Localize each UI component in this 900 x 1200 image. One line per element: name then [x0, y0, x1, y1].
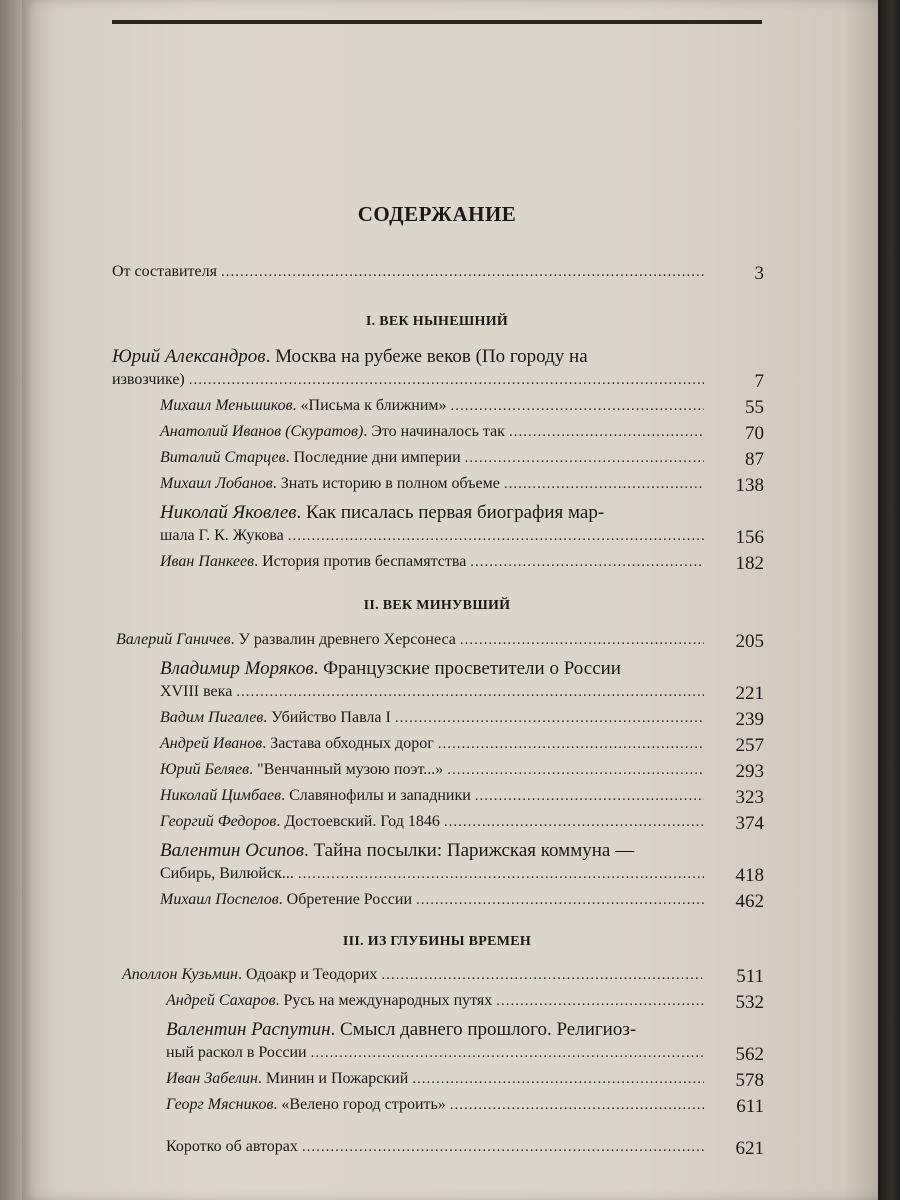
- toc-entry-title-continued: извозчике): [112, 371, 185, 388]
- top-rule: [112, 20, 762, 24]
- leader-dots: [444, 814, 704, 831]
- toc-entry-title: Коротко об авторах: [166, 1138, 298, 1155]
- toc-entry-title: . Достоевский. Год 1846: [276, 813, 440, 830]
- toc-row: [160, 475, 708, 493]
- toc-page-number: 621: [735, 1138, 764, 1159]
- toc-entry-title-continued: шала Г. К. Жукова: [160, 527, 284, 544]
- toc-row: [160, 735, 708, 753]
- toc-entry-author: Анатолий Иванов (Скуратов): [160, 423, 364, 440]
- toc-entry-title: . «Письма к ближним»: [292, 397, 447, 414]
- leader-dots: [302, 1139, 704, 1156]
- toc-entry-author: Андрей Иванов: [160, 735, 263, 752]
- toc-row: [166, 1044, 708, 1062]
- toc-page-number: 257: [735, 735, 764, 756]
- toc-entry-title: . Как писалась первая биография мар-: [296, 502, 605, 523]
- leader-dots: [221, 264, 704, 281]
- toc-entry-title: . Одоакр и Теодорих: [237, 966, 378, 983]
- leader-dots: [395, 710, 704, 727]
- toc-entry-title: . Убийство Павла I: [263, 709, 391, 726]
- toc-entry-line: [112, 345, 588, 369]
- toc-row: [166, 1096, 708, 1114]
- page-title: СОДЕРЖАНИЕ: [357, 202, 517, 226]
- leader-dots: [470, 554, 704, 571]
- toc-row: [160, 891, 708, 909]
- toc-entry-line: [166, 1018, 636, 1042]
- toc-entry-author: Георгий Федоров: [160, 813, 277, 830]
- toc-row: [116, 631, 708, 649]
- toc-entry-title: . У развалин древнего Херсонеса: [230, 631, 456, 648]
- toc-page-number: 239: [735, 709, 764, 730]
- leader-dots: [465, 450, 704, 467]
- toc-page-number: 182: [735, 553, 764, 574]
- toc-entry-line: [160, 501, 604, 525]
- leader-dots: [496, 993, 704, 1010]
- toc-entry-author: Михаил Поспелов: [160, 891, 279, 908]
- toc-page-number: 156: [735, 527, 764, 548]
- toc-row: [166, 1070, 708, 1088]
- toc-entry-line: [160, 657, 621, 681]
- toc-page-number: 293: [735, 761, 764, 782]
- section-heading: I. ВЕК НЫНЕШНИЙ: [365, 314, 509, 329]
- leader-dots: [412, 1071, 704, 1088]
- toc-row: [160, 397, 708, 415]
- toc-page-number: 70: [745, 423, 764, 444]
- toc-entry-author: Михаил Лобанов: [160, 475, 273, 492]
- toc-row: [112, 371, 708, 389]
- toc-entry-author: Иван Забелин: [166, 1070, 258, 1087]
- toc-entry-author: Вадим Пигалев: [160, 709, 264, 726]
- toc-entry-title: . Обретение России: [278, 891, 413, 908]
- section-heading: III. ИЗ ГЛУБИНЫ ВРЕМЕН: [342, 934, 532, 949]
- toc-entry-author: Георг Мясников: [166, 1096, 274, 1113]
- toc-page-number: 138: [735, 475, 764, 496]
- toc-entry-title: . Застава обходных дорог: [262, 735, 434, 752]
- leader-dots: [311, 1045, 704, 1062]
- toc-entry-title: . Последние дни империи: [285, 449, 461, 466]
- toc-entry-title-continued: ный раскол в России: [166, 1044, 307, 1061]
- toc-entry-author: Аполлон Кузьмин: [122, 966, 238, 983]
- leader-dots: [381, 967, 704, 984]
- toc-entry-title: . Славянофилы и западники: [281, 787, 471, 804]
- toc-row-intro: [112, 263, 708, 281]
- leader-dots: [189, 372, 704, 389]
- toc-page-number: 87: [745, 449, 764, 470]
- toc-row: [122, 966, 708, 984]
- toc-row: [160, 527, 708, 545]
- toc-entry-author: Иван Панкеев: [160, 553, 255, 570]
- toc-row: [160, 709, 708, 727]
- toc-entry-title-continued: Сибирь, Вилюйск...: [160, 865, 294, 882]
- toc-page-number: 7: [754, 371, 764, 392]
- toc-page-number: 511: [736, 966, 764, 987]
- toc-row-outro: [166, 1138, 708, 1156]
- toc-entry-title-continued: XVIII века: [160, 683, 233, 700]
- toc-entry-title: . Минин и Пожарский: [257, 1070, 409, 1087]
- toc-page-number: 611: [736, 1096, 764, 1117]
- toc-entry-title: . История против беспамятства: [254, 553, 467, 570]
- toc-page-number: 418: [735, 865, 764, 886]
- leader-dots: [450, 1097, 704, 1114]
- leader-dots: [298, 866, 704, 883]
- toc-page-number: 374: [735, 813, 764, 834]
- toc-row: [160, 683, 708, 701]
- toc-page-number: 323: [735, 787, 764, 808]
- toc-row: [160, 423, 708, 441]
- toc-page-number: 3: [754, 263, 764, 284]
- toc-row: [160, 787, 708, 805]
- toc-row: [160, 449, 708, 467]
- toc-row: [160, 761, 708, 779]
- toc-entry-title: . «Велено город строить»: [273, 1096, 446, 1113]
- toc-page-number: 221: [735, 683, 764, 704]
- toc-entry-author: Юрий Александров: [112, 346, 266, 367]
- toc-page-number: 562: [735, 1044, 764, 1065]
- toc-page-number: 532: [735, 992, 764, 1013]
- toc-entry-title: . "Венчанный музою поэт...»: [249, 761, 444, 778]
- toc-page-number: 205: [735, 631, 764, 652]
- toc-page-number: 462: [735, 891, 764, 912]
- leader-dots: [475, 788, 704, 805]
- toc-row: [166, 992, 708, 1010]
- leader-dots: [509, 424, 704, 441]
- toc-row: [160, 865, 708, 883]
- toc-entry-author: Валерий Ганичев: [116, 631, 231, 648]
- toc-entry-title: . Русь на международных путях: [275, 992, 493, 1009]
- toc-entry-author: Владимир Моряков: [160, 658, 314, 679]
- leader-dots: [288, 528, 704, 545]
- toc-entry-title: . Знать историю в полном объеме: [272, 475, 500, 492]
- toc-entry-line: [160, 839, 634, 863]
- toc-page-number: 55: [745, 397, 764, 418]
- leader-dots: [416, 892, 704, 909]
- toc-entry-author: Андрей Сахаров: [166, 992, 276, 1009]
- leader-dots: [236, 684, 704, 701]
- toc-entry-author: Виталий Старцев: [160, 449, 286, 466]
- toc-entry-title: . Это начиналось так: [363, 423, 505, 440]
- toc-entry-author: Юрий Беляев: [160, 761, 250, 778]
- toc-entry-title: . Смысл давнего прошлого. Религиоз-: [330, 1019, 637, 1040]
- leader-dots: [447, 762, 704, 779]
- toc-entry-author: Михаил Меньшиков: [160, 397, 293, 414]
- toc-entry-title: . Тайна посылки: Парижская коммуна —: [304, 840, 635, 861]
- page-left-edge: [0, 0, 24, 1200]
- toc-entry-title: . Французские просветители о России: [313, 658, 621, 679]
- leader-dots: [438, 736, 704, 753]
- toc-row: [160, 813, 708, 831]
- toc-entry-author: Николай Яковлев: [160, 502, 297, 523]
- toc-page-number: 578: [735, 1070, 764, 1091]
- toc-entry-title: . Москва на рубеже веков (По городу на: [265, 346, 588, 367]
- toc-entry-author: Николай Цимбаев: [160, 787, 282, 804]
- toc-entry-author: Валентин Осипов: [160, 840, 305, 861]
- leader-dots: [451, 398, 704, 415]
- book-cover-edge: [878, 0, 900, 1200]
- leader-dots: [460, 632, 704, 649]
- toc-entry-title: От составителя: [112, 263, 217, 280]
- section-heading: II. ВЕК МИНУВШИЙ: [363, 598, 511, 613]
- leader-dots: [504, 476, 704, 493]
- toc-entry-author: Валентин Распутин: [166, 1019, 331, 1040]
- toc-row: [160, 553, 708, 571]
